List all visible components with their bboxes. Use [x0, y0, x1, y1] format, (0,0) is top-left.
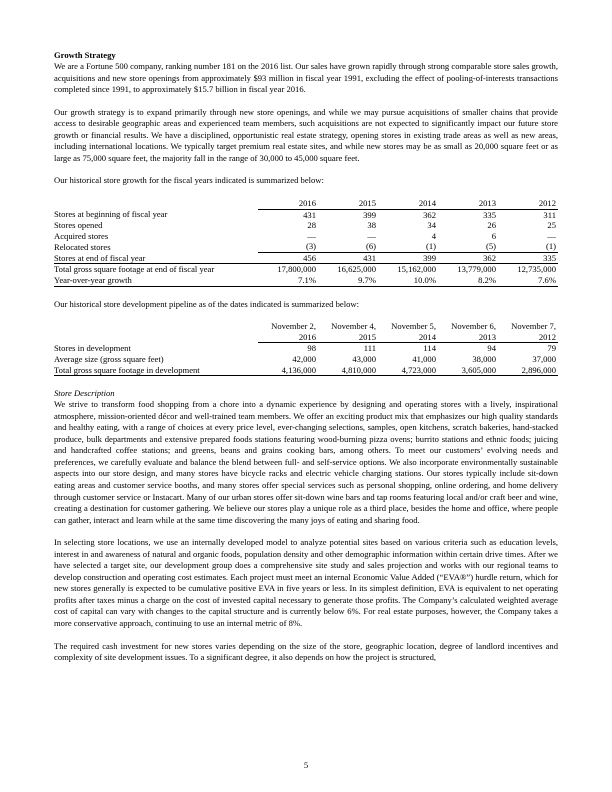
table-row	[54, 231, 558, 242]
table-header-row	[54, 198, 558, 209]
table-cell: 25	[547, 220, 556, 231]
column-header: 2015	[318, 198, 378, 209]
table-cell: 10.0%	[378, 275, 438, 286]
table-cell: 38	[367, 220, 376, 231]
pipeline-intro: Our historical store development pipeline as of the dates indicated is summarized below:	[54, 298, 359, 309]
table-cell: 2,896,000	[498, 365, 558, 376]
table-cell: 37,000	[532, 354, 556, 364]
table-cell: 431	[318, 252, 378, 264]
table-cell: 98	[307, 343, 316, 354]
table-cell: (1)	[378, 241, 438, 252]
table-cell: 8.2%	[438, 275, 498, 286]
column-header: 2013	[438, 198, 498, 209]
column-header: November 5, 2014	[378, 321, 438, 343]
table-cell: 4,136,000	[258, 365, 318, 376]
table-cell: (3)	[258, 241, 318, 252]
table-row	[54, 354, 558, 365]
table-cell: 311	[543, 209, 556, 220]
row-label: Stores in development	[54, 343, 131, 354]
table-cell: 4,810,000	[318, 365, 378, 376]
table-row	[54, 209, 558, 220]
table-cell: (6)	[318, 241, 378, 252]
growth-paragraph-3: Our historical store growth for the fiscal years indicated is summarized below:	[54, 175, 324, 186]
table-cell: 9.7%	[318, 275, 378, 286]
growth-strategy-heading: Growth Strategy	[54, 50, 116, 60]
table-row	[54, 275, 558, 286]
table-cell: 26	[487, 220, 496, 231]
table-cell: 114	[423, 343, 436, 354]
growth-paragraph-2: Our growth strategy is to expand primarily through new store openings, and while we may pursue acquisitions of smaller chains that provide access to desirable geographic areas and experienced team members, such acquisitions are not expected to significantly impact our future store growth or financial results. We have a disciplined, opportunistic real estate strategy, opening stores in existing trade areas as well as new areas, including international locations. We typically target premium real estate sites, and while new stores may be as small as 20,000 square feet or as large as 75,000 square feet, the majority fall in the range of 30,000 to 45,000 square feet.	[54, 106, 558, 163]
table-cell: —	[547, 230, 556, 241]
table-cell: 6	[491, 230, 496, 241]
table-cell: —	[367, 230, 376, 241]
growth-paragraph-1: We are a Fortune 500 company, ranking number 181 on the 2016 list. Our sales have grown rapidly through strong comparable store sales growth, acquisitions and new store openings from approximately $93 million in fiscal year 1991, excluding the effect of pooling-of-interests transactions completed since 1991, to approximately $15.7 billion in fiscal year 2016.	[54, 61, 558, 95]
table-cell: 12,735,000	[517, 264, 556, 275]
store-description-heading: Store Description	[54, 388, 115, 399]
table-row	[54, 264, 558, 275]
row-label: Stores at beginning of fiscal year	[54, 209, 168, 220]
table-cell: 4,723,000	[378, 365, 438, 376]
table-cell: 431	[303, 209, 316, 220]
table-cell: 111	[363, 343, 376, 354]
table-cell: 399	[378, 252, 438, 264]
table-row	[54, 241, 558, 252]
table-cell: 42,000	[292, 354, 316, 364]
table-cell: 13,779,000	[457, 264, 496, 275]
table-cell: 335	[483, 209, 496, 220]
table-cell: 7.6%	[498, 275, 558, 286]
store-description-paragraph-3: The required cash investment for new stores varies depending on the size of the store, geographic location, degree of landlord incentives and complexity of site development issues. To a significant degree, it also depends on how the project is structured,	[54, 640, 558, 663]
table-cell: 362	[423, 209, 436, 220]
table-cell: 16,625,000	[337, 264, 376, 275]
document-page	[54, 50, 558, 664]
table-cell: 399	[363, 209, 376, 220]
table-cell: 3,605,000	[438, 365, 498, 376]
page-number: 5	[303, 760, 309, 770]
table-row	[54, 220, 558, 231]
column-header: 2014	[378, 198, 438, 209]
row-label: Stores opened	[54, 220, 103, 231]
table-row	[54, 252, 558, 264]
table-cell: 34	[427, 220, 436, 231]
table-cell: 7.1%	[258, 275, 318, 286]
pipeline-table	[54, 321, 558, 376]
table-cell: 335	[498, 252, 558, 264]
table-cell: 38,000	[472, 354, 496, 364]
column-header: 2012	[498, 198, 558, 209]
row-label: Acquired stores	[54, 230, 109, 241]
column-header: November 6, 2013	[438, 321, 498, 343]
table-cell: 41,000	[412, 354, 436, 364]
table-cell: 15,162,000	[397, 264, 436, 275]
store-description-paragraph-1: We strive to transform food shopping from a chore into a dynamic experience by designing and operating stores with a lively, inspirational atmosphere, mission-oriented décor and well-trained team members. We offer an exciting product mix that emphasizes our high quality standards and healthy eating, with a range of choices at every price level, ever-changing selections, samples, open kitchens, scratch bakeries, hand-stacked produce, bulk departments and extensive prepared foods stations featuring wood-burning pizza ovens; burrito stations and ethnic foods; juicing and handcrafted coffee stations; and greens, beans and grains cooking bars, among others. To meet our customers’ evolving needs and preferences, we carefully evaluate and balance the blend between full- and self-service options. We also incorporate environmentally sustainable aspects into our store design, and many stores have bicycle racks and electric vehicle charging stations. Our stores typically include sit-down eating areas and customer service booths, and many stores offer special services such as personal shopping, online ordering, and home delivery through customer service or Instacart. Many of our urban stores offer sit-down wine bars and tap rooms featuring local and/or craft beer and wine, creating a destination for customer gathering. We believe our stores play a unique role as a third place, besides the home and office, where people can gather, interact and learn while at the same time discovering the many joys of eating and sharing food.	[54, 399, 558, 525]
table-cell: (1)	[498, 241, 558, 252]
row-label: Average size (gross square feet)	[54, 354, 164, 364]
column-header: 2016	[258, 198, 318, 209]
table-header-row	[54, 321, 558, 343]
row-label: Year-over-year growth	[54, 275, 258, 286]
column-header: November 4, 2015	[318, 321, 378, 343]
row-label: Total gross square footage at end of fiscal year	[54, 264, 215, 275]
table-cell: 28	[307, 220, 316, 231]
row-label: Relocated stores	[54, 241, 111, 252]
table-cell: 4	[431, 230, 436, 241]
table-cell: 17,800,000	[277, 264, 316, 275]
row-label: Total gross square footage in development	[54, 365, 258, 376]
row-label: Stores at end of fiscal year	[54, 252, 258, 264]
column-header: November 7, 2012	[498, 321, 558, 343]
store-growth-table	[54, 198, 558, 287]
table-cell: 362	[438, 252, 498, 264]
store-description-paragraph-2: In selecting store locations, we use an internally developed model to analyze potential sites based on various criteria such as education levels, interest in and awareness of natural and organic foods, population density and other demographic information within certain drive times. After we have selected a target site, our development group does a comprehensive site study and sales projection and works with our regional teams to develop construction and operating cost estimates. Each project must meet an internal Economic Value Added (“EVA®”) hurdle return, which for new stores generally is expected to be cumulative positive EVA in five years or less. In its simplest definition, EVA is equivalent to net operating profits after taxes minus a charge on the cost of invested capital necessary to generate those profits. The Company’s calculated weighted average cost of capital can vary with changes to the capital structure and is currently below 6%. For real estate purposes, however, the Company takes a more conservative approach, continuing to use an internal metric of 8%.	[54, 537, 558, 629]
table-cell: 79	[547, 343, 556, 354]
table-cell: —	[307, 230, 316, 241]
table-cell: 43,000	[352, 354, 376, 364]
table-cell: (5)	[438, 241, 498, 252]
table-cell: 94	[487, 343, 496, 354]
column-header: November 2, 2016	[258, 321, 318, 343]
table-row	[54, 343, 558, 354]
table-cell: 456	[258, 252, 318, 264]
table-row	[54, 365, 558, 376]
